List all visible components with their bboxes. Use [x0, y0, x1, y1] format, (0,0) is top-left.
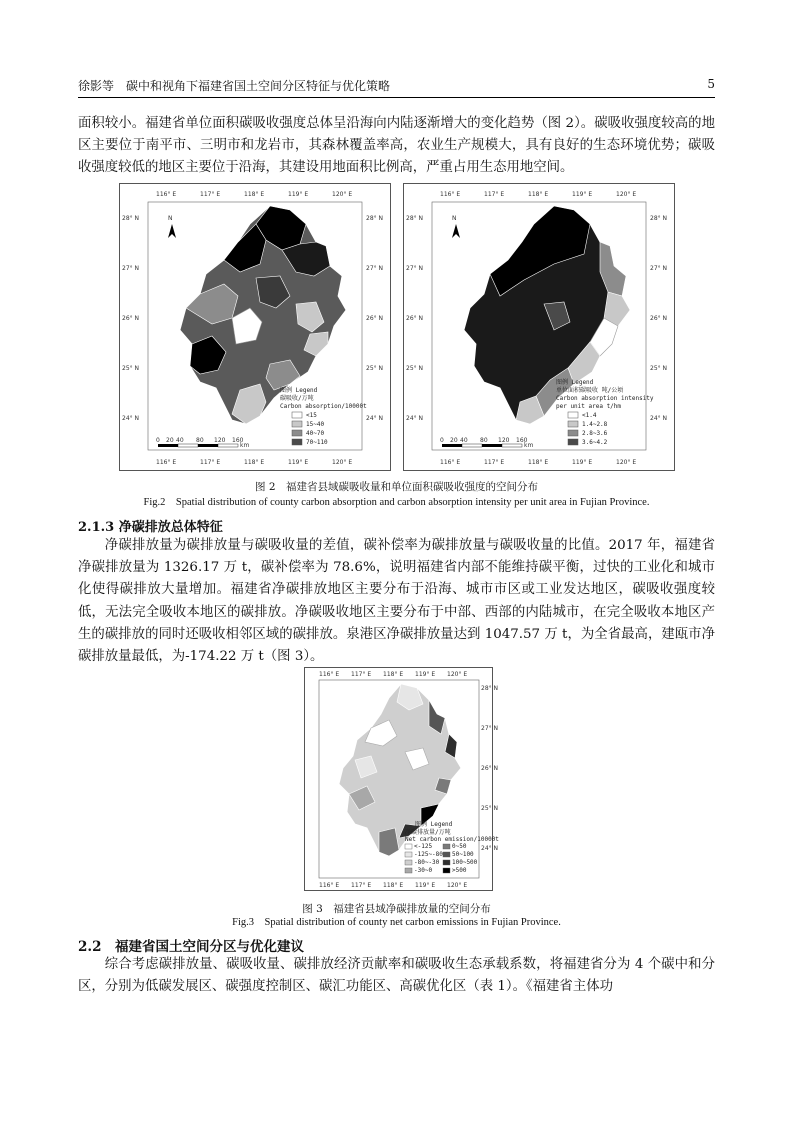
svg-text:24° N: 24° N — [122, 415, 140, 422]
section-2-2-paragraph: 综合考虑碳排放量、碳吸收量、碳排放经济贡献率和碳吸收生态承载系数，将福建省分为 4 个碳中和分区，分别为低碳发展区、碳强度控制区、碳汇功能区、高碳优化区（表 1）。《福建省主体功 — [78, 957, 715, 995]
svg-text:27° N: 27° N — [366, 265, 384, 272]
svg-text:20: 20 — [166, 437, 174, 444]
fig3-caption-en: Fig.3 Spatial distribution of county net carbon emissions in Fujian Province. — [232, 917, 561, 928]
svg-text:120: 120 — [498, 437, 510, 444]
svg-text:118° E: 118° E — [244, 191, 265, 198]
header-title: 徐影等 碳中和视角下福建省国土空间分区特征与优化策略 — [78, 79, 391, 93]
svg-text:50~100: 50~100 — [452, 851, 474, 858]
lon-tick-labels-bottom — [440, 459, 636, 466]
svg-text:116° E: 116° E — [319, 671, 340, 678]
svg-text:118° E: 118° E — [528, 191, 549, 198]
fig2-left-map — [119, 183, 391, 471]
svg-text:116° E: 116° E — [440, 191, 461, 198]
svg-text:119° E: 119° E — [288, 459, 309, 466]
svg-text:25° N: 25° N — [406, 365, 424, 372]
svg-text:0: 0 — [156, 437, 160, 444]
lat-tick-labels-right — [650, 215, 667, 422]
svg-text:117° E: 117° E — [484, 459, 505, 466]
svg-text:119° E: 119° E — [415, 882, 436, 889]
svg-text:-80~-30: -80~-30 — [414, 859, 440, 866]
svg-text:25° N: 25° N — [366, 365, 384, 372]
svg-text:碳吸收/万吨: 碳吸收/万吨 — [280, 395, 314, 402]
map-legend — [280, 386, 367, 446]
svg-text:<15: <15 — [306, 412, 317, 419]
svg-text:116° E: 116° E — [156, 459, 177, 466]
svg-text:-125~-80: -125~-80 — [414, 851, 443, 858]
svg-text:28° N: 28° N — [481, 685, 499, 692]
svg-text:26° N: 26° N — [122, 315, 140, 322]
lat-tick-labels-right — [481, 685, 498, 852]
lat-tick-labels-right — [366, 215, 383, 422]
svg-text:118° E: 118° E — [528, 459, 549, 466]
svg-text:25° N: 25° N — [481, 805, 499, 812]
svg-text:120° E: 120° E — [332, 191, 353, 198]
svg-text:116° E: 116° E — [319, 882, 340, 889]
svg-text:120° E: 120° E — [447, 882, 468, 889]
svg-text:26° N: 26° N — [650, 315, 668, 322]
svg-text:117° E: 117° E — [351, 671, 372, 678]
svg-text:单位面积碳吸收 吨/公顷: 单位面积碳吸收 吨/公顷 — [556, 387, 624, 394]
svg-text:图例 Legend: 图例 Legend — [556, 379, 594, 386]
svg-text:28° N: 28° N — [406, 215, 424, 222]
svg-text:26° N: 26° N — [366, 315, 384, 322]
lon-tick-labels-bottom — [156, 459, 352, 466]
svg-text:-30~0: -30~0 — [414, 867, 433, 874]
svg-text:<1.4: <1.4 — [582, 412, 597, 419]
svg-text:118° E: 118° E — [383, 671, 404, 678]
north-arrow-icon — [168, 215, 176, 238]
running-header — [78, 77, 715, 95]
svg-text:160: 160 — [516, 437, 528, 444]
svg-text:80: 80 — [480, 437, 488, 444]
north-arrow-icon — [452, 215, 460, 238]
svg-text:3.6~4.2: 3.6~4.2 — [582, 439, 608, 446]
svg-text:118° E: 118° E — [244, 459, 265, 466]
lon-tick-labels-bottom — [319, 882, 467, 889]
svg-text:120° E: 120° E — [332, 459, 353, 466]
svg-text:117° E: 117° E — [200, 191, 221, 198]
svg-text:28° N: 28° N — [366, 215, 384, 222]
svg-text:15~40: 15~40 — [306, 421, 325, 428]
section-heading-2-1-3: 2.1.3 净碳排放总体特征 — [78, 520, 223, 535]
lat-tick-labels-left — [122, 215, 139, 422]
svg-text:N: N — [452, 215, 457, 222]
svg-text:27° N: 27° N — [122, 265, 140, 272]
svg-text:120° E: 120° E — [616, 459, 637, 466]
svg-text:Carbon absorption intensity: Carbon absorption intensity — [556, 395, 654, 402]
svg-text:118° E: 118° E — [383, 882, 404, 889]
lon-tick-labels-top — [319, 671, 467, 678]
svg-text:116° E: 116° E — [440, 459, 461, 466]
header-rule — [78, 97, 715, 98]
svg-text:119° E: 119° E — [288, 191, 309, 198]
svg-text:24° N: 24° N — [481, 845, 499, 852]
paragraph-1: 面积较小。福建省单位面积碳吸收强度总体呈沿海向内陆逐渐增大的变化趋势（图 2）。碳吸收强度较高的地区主要位于南平市、三明市和龙岩市，其森林覆盖率高，农业生产规模大，具有良好的生态环境优势；碳吸收强度较低的地区主要位于沿海，其建设用地面积比例高，严重占用生态用地空间。 — [78, 116, 715, 176]
svg-text:160: 160 — [232, 437, 244, 444]
lon-tick-labels-top — [440, 191, 636, 198]
section-heading-2-2: 2.2 福建省国土空间分区与优化建议 — [78, 939, 304, 955]
svg-text:80: 80 — [196, 437, 204, 444]
svg-text:28° N: 28° N — [650, 215, 668, 222]
svg-text:1.4~2.8: 1.4~2.8 — [582, 421, 608, 428]
lon-tick-labels-top — [156, 191, 352, 198]
svg-text:Carbon absorption/10000t: Carbon absorption/10000t — [280, 403, 367, 410]
svg-text:120° E: 120° E — [616, 191, 637, 198]
svg-text:26° N: 26° N — [481, 765, 499, 772]
svg-text:27° N: 27° N — [481, 725, 499, 732]
svg-text:24° N: 24° N — [366, 415, 384, 422]
svg-text:25° N: 25° N — [122, 365, 140, 372]
svg-text:图例 Legend: 图例 Legend — [415, 821, 453, 828]
svg-text:20: 20 — [450, 437, 458, 444]
svg-text:km: km — [524, 442, 534, 449]
svg-text:0: 0 — [440, 437, 444, 444]
svg-text:117° E: 117° E — [484, 191, 505, 198]
svg-text:<-125: <-125 — [414, 843, 433, 850]
svg-text:净碳排放量/万吨: 净碳排放量/万吨 — [405, 829, 451, 836]
svg-text:N: N — [168, 215, 173, 222]
svg-text:117° E: 117° E — [200, 459, 221, 466]
svg-text:24° N: 24° N — [406, 415, 424, 422]
svg-text:40~70: 40~70 — [306, 430, 325, 437]
svg-text:119° E: 119° E — [572, 191, 593, 198]
svg-text:2.8~3.6: 2.8~3.6 — [582, 430, 608, 437]
svg-text:24° N: 24° N — [650, 415, 668, 422]
svg-text:70~110: 70~110 — [306, 439, 328, 446]
lat-tick-labels-left — [406, 215, 423, 422]
svg-text:km: km — [240, 442, 250, 449]
svg-text:>500: >500 — [452, 867, 467, 874]
fig3-map — [304, 667, 499, 891]
svg-text:Net carbon emission/10000t: Net carbon emission/10000t — [405, 836, 499, 843]
svg-text:40: 40 — [176, 437, 184, 444]
fig2-caption-cn: 图 2 福建省县域碳吸收量和单位面积碳吸收强度的空间分布 — [254, 481, 539, 493]
svg-text:28° N: 28° N — [122, 215, 140, 222]
svg-text:0~50: 0~50 — [452, 843, 467, 850]
fig2-caption-en: Fig.2 Spatial distribution of county carbon absorption and carbon absorption intensity per unit area in Fujian Province. — [143, 497, 650, 508]
scale-bar — [440, 437, 533, 449]
fig3-caption-cn: 图 3 福建省县域净碳排放量的空间分布 — [302, 903, 491, 915]
svg-text:图例 Legend: 图例 Legend — [280, 387, 318, 394]
fig2-right-map — [403, 183, 675, 471]
svg-text:116° E: 116° E — [156, 191, 177, 198]
svg-text:27° N: 27° N — [650, 265, 668, 272]
svg-text:120: 120 — [214, 437, 226, 444]
svg-text:25° N: 25° N — [650, 365, 668, 372]
svg-text:27° N: 27° N — [406, 265, 424, 272]
svg-text:26° N: 26° N — [406, 315, 424, 322]
svg-text:40: 40 — [460, 437, 468, 444]
map-legend — [556, 378, 654, 446]
svg-text:119° E: 119° E — [415, 671, 436, 678]
svg-text:117° E: 117° E — [351, 882, 372, 889]
svg-text:100~500: 100~500 — [452, 859, 478, 866]
page-number: 5 — [707, 77, 715, 91]
province-map-shape — [180, 206, 346, 424]
section-2-1-3-paragraph: 净碳排放量为碳排放量与碳吸收量的差值，碳补偿率为碳排放量与碳吸收量的比值。2017 年，福建省净碳排放量为 1326.17 万 t，碳补偿率为 78.6%，说明福建省内部不能维持碳平衡，过快的工业化和城市化使得碳排放大量增加。福建省净碳排放地区主要分布于沿海、城市市区或工业发达地区，碳吸收强度较低，无法完全吸收本地区的碳排放。净碳吸收地区主要分布于中部、西部的内陆城市，在完全吸收本地区产生的碳排放的同时还吸收相邻区域的碳排放。泉港区净碳排放量达到 1047.57 万 t，为全省最高，建瓯市净碳排放量最低，为-174.22 万 t（图 3）。 — [78, 538, 715, 665]
svg-text:119° E: 119° E — [572, 459, 593, 466]
scale-bar — [156, 437, 249, 449]
svg-text:per unit area t/hm: per unit area t/hm — [556, 403, 622, 410]
svg-text:120° E: 120° E — [447, 671, 468, 678]
